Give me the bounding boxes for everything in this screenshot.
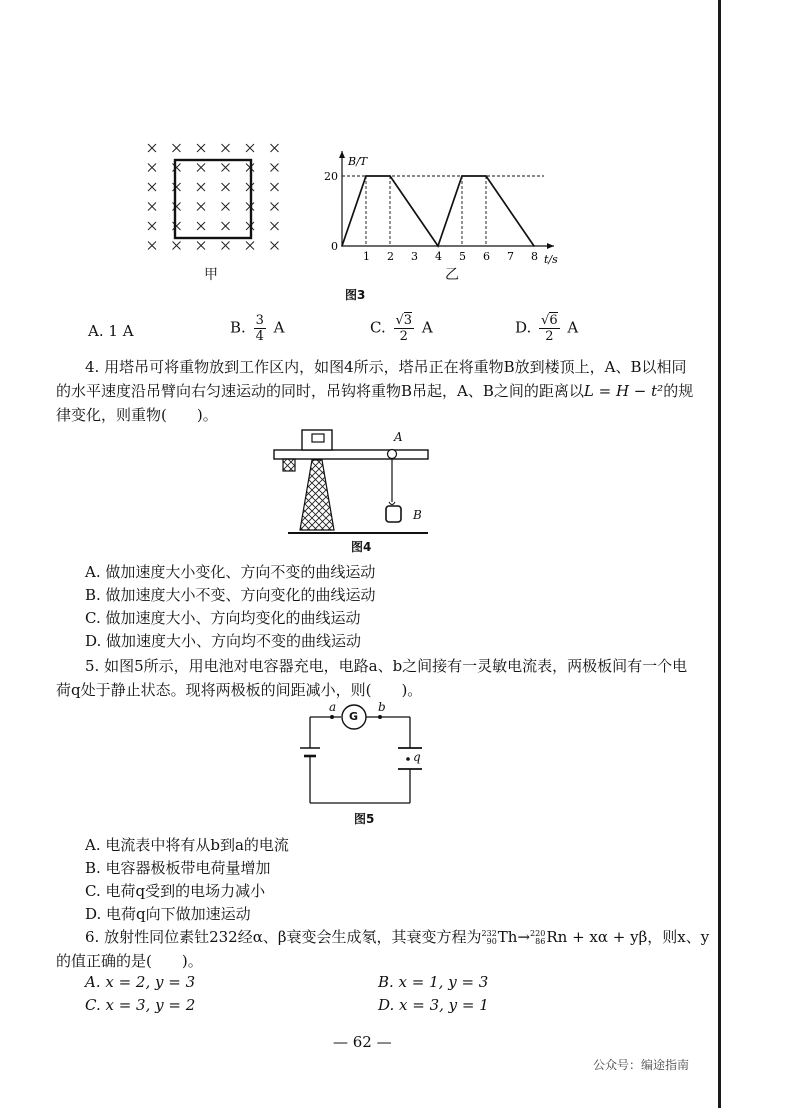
fig3-caption: 图3 [345,288,366,302]
fig3-field-grid [140,140,280,260]
series-point-b [461,175,463,177]
y-axis-label: B/T [348,155,368,168]
x-axis-label: t/s [544,253,558,266]
counterweight [283,459,295,471]
field-cross-mark [173,242,181,250]
field-cross-mark [271,242,279,250]
field-cross-mark [222,144,230,152]
field-cross-mark [197,183,205,191]
field-cross-mark [222,183,230,191]
rn-nuclide-numbers: 220 86 [530,929,546,946]
field-cross-mark [173,183,181,191]
series-point-b [437,245,439,247]
q5-option-b: B. 电容器极板带电荷量增加 [85,859,271,877]
field-cross-mark [197,242,205,250]
field-cross-mark [197,203,205,211]
q4-option-d: D. 做加速度大小、方向均不变的曲线运动 [85,632,362,650]
fig4-caption: 图4 [351,540,372,554]
q5-option-a: A. 电流表中将有从b到a的电流 [85,836,289,854]
series-point-b [533,245,535,247]
fig5-label-a: a [329,700,337,714]
fig5-label-q: q [413,750,421,764]
fig4-label-a: A [394,430,403,444]
field-cross-mark [148,242,156,250]
page-edge-bar [718,0,721,1108]
x-tick-label: 1 [363,250,370,263]
q5-stem-line2: 荷q处于静止状态。现将两极板的间距减小，则( )。 [56,681,423,699]
watermark: 公众号：编途指南 [593,1058,690,1072]
field-cross-mark [197,164,205,172]
q5-option-c: C. 电荷q受到的电场力减小 [85,882,266,900]
fig4-tower-crane [270,420,440,540]
q4-option-a: A. 做加速度大小变化、方向不变的曲线运动 [85,563,376,581]
field-cross-mark [271,164,279,172]
field-cross-mark [173,222,181,230]
series-point-b [389,175,391,177]
x-tick-label: 5 [459,250,466,263]
field-cross-mark [271,203,279,211]
q4-stem-line2: 的水平速度沿吊臂向右匀速运动的同时，吊钩将重物B吊起，A、B之间的距离以L = H − t²的规 [56,382,694,400]
field-cross-mark [148,183,156,191]
trolley-a [388,450,397,459]
x-tick-label: 8 [531,250,538,263]
x-tick-label: 3 [411,250,418,263]
q4-formula: L = H − t² [583,382,664,400]
load-b [386,506,401,522]
y-tick-label: 20 [324,170,338,183]
field-cross-mark [197,144,205,152]
q6-option-c: C. x = 3, y = 2 [85,996,196,1014]
x-tick-label: 4 [435,250,442,263]
field-cross-mark [148,164,156,172]
x-tick-label: 2 [387,250,394,263]
field-cross-mark [148,222,156,230]
y-axis-arrow [339,151,345,158]
charge-q-dot [406,757,410,761]
x-tick-label: 7 [507,250,514,263]
field-cross-mark [222,242,230,250]
field-cross-mark [173,144,181,152]
th-nuclide-numbers: 232 90 [481,929,497,946]
field-cross-mark [173,203,181,211]
q3-option-a: A. 1 A [88,322,134,340]
field-cross-mark [148,144,156,152]
square-loop [175,160,251,238]
q6-stem-line1: 6. 放射性同位素钍232经α、β衰变会生成氡，其衰变方程为 232 90 Th→ 220 86 Rn + xα + yβ，则x、y [85,928,710,946]
fig5-caption: 图5 [354,812,375,826]
q3-option-c: C. $\frac{√3}{2}$ A [370,313,433,344]
q6-option-d: D. x = 3, y = 1 [378,996,489,1014]
page-number: — 62 — [333,1033,392,1051]
series-point-b [485,175,487,177]
q4-stem-line3: 律变化，则重物( )。 [56,406,218,424]
q6-stem-line2: 的值正确的是( )。 [56,952,203,970]
field-cross-mark [271,222,279,230]
field-cross-mark [246,242,254,250]
field-cross-mark [173,164,181,172]
y-tick-label: 0 [331,240,338,253]
field-cross-mark [148,203,156,211]
field-cross-mark [271,144,279,152]
fig3-label-yi: 乙 [445,267,459,283]
field-cross-mark [271,183,279,191]
field-cross-mark [222,222,230,230]
q4-option-b: B. 做加速度大小不变、方向变化的曲线运动 [85,586,376,604]
fig5-label-b: b [378,700,386,714]
q3-option-d: D. $\frac{√6}{2}$ A [515,313,579,344]
field-cross-mark [197,222,205,230]
fig3-label-jia: 甲 [204,267,218,283]
q6-option-a: A. x = 2, y = 3 [85,973,196,991]
q4-stem-line1: 4. 用塔吊可将重物放到工作区内，如图4所示，塔吊正在将重物B放到楼顶上，A、B以相同 [85,358,687,376]
field-cross-mark [222,203,230,211]
q5-stem-line1: 5. 如图5所示，用电池对电容器充电，电路a、b之间接有一灵敏电流表，两极板间有一个电 [85,657,688,675]
fig4-label-b: B [413,508,422,522]
field-cross-mark [246,144,254,152]
x-axis-arrow [547,243,554,249]
crane-jib [274,450,428,459]
series-line-b [342,176,534,246]
fig5-label-g: G [349,710,359,723]
series-point-b [365,175,367,177]
q3-option-b: B. $\frac{3}{4}$ A [230,313,285,344]
x-tick-label: 6 [483,250,490,263]
q4-option-c: C. 做加速度大小、方向均变化的曲线运动 [85,609,361,627]
q5-option-d: D. 电荷q向下做加速运动 [85,905,251,923]
series-point-b [341,245,343,247]
q6-option-b: B. x = 1, y = 3 [378,973,489,991]
field-cross-mark [222,164,230,172]
fig3-bt-chart [320,118,580,278]
tower-mast [300,460,334,530]
